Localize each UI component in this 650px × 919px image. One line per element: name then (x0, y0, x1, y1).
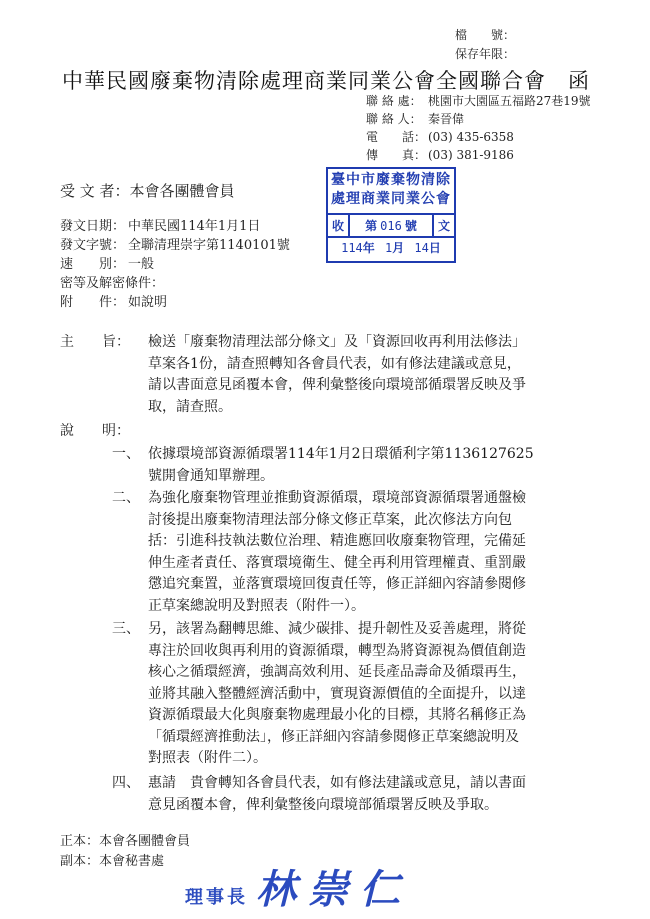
signature-title: 理事長 (185, 887, 248, 908)
retention-period-label: 保存年限： (455, 47, 516, 61)
contact-person: 聯 絡 人： 秦晉偉 (366, 112, 465, 126)
delivery-speed: 速 別： 一般 (60, 257, 155, 272)
recipient (60, 180, 235, 201)
stamp-number-row: 收 第 016 號 文 (328, 215, 454, 238)
explanation-item-4: 惠請 貴會轉知各會員代表，如有修法建議或意見，請以書面 意見函覆本會，俾利彙整後向環境部循環署反映及爭取。 (148, 775, 526, 813)
stamp-sequence-number: 016 (380, 218, 402, 233)
stamp-date: 114年 1月 14日 (341, 241, 441, 255)
stamp-organization: 臺中市廢棄物清除 處理商業同業公會 (328, 169, 454, 215)
contact-phone: 電 話： (03) 435-6358 (366, 130, 514, 144)
document-title (62, 65, 590, 95)
retention-period-field (455, 45, 515, 64)
attachments: 附 件： 如說明 (60, 295, 168, 310)
recipient-value: 本會各團體會員 (129, 182, 235, 200)
reference-number: 發文字號： 全聯清理崇字第1140101號 (60, 238, 290, 253)
file-number-label: 檔 號： (455, 28, 516, 42)
recipient-label: 受 文 者： (60, 182, 130, 200)
document-kind: 函 (568, 69, 590, 93)
explanation-label: 說 明： (60, 423, 130, 439)
signature-name: 林崇仁 (256, 866, 412, 913)
carbon-copy: 副本：本會秘書處 (60, 854, 165, 869)
issue-date: 發文日期： 中華民國114年1月1日 (60, 219, 261, 234)
explanation-item-number: 二、 (112, 490, 140, 506)
explanation-item-1: 依據環境部資源循環署114年1月2日環循利字第1136127625 號開會通知單辦理。 (148, 446, 534, 484)
contact-fax: 傳 真： (03) 381-9186 (366, 148, 514, 162)
main-recipient: 正本：本會各團體會員 (60, 834, 191, 849)
organization-name: 中華民國廢棄物清除處理商業同業公會全國聯合會 (62, 69, 546, 93)
file-number-field (455, 26, 515, 45)
explanation-item-3: 另，該署為翻轉思維、減少碳排、提升韌性及妥善處理，將從 專注於回收與再利用的資源循環，轉型為將資源視為價值創造 核心之循環經濟，強調高效利用、延長產品壽命及循環再生， 並將其融入整體經濟活動中，實現資源價值的全面提升，以達 資源循環最大化與廢棄物處理最小化的目標，其將名稱修正為 「循環經濟推動法」，修正詳細內容請參閱修正草案總說明及 對照表（附件二）。 (148, 621, 526, 766)
signature-seal (185, 858, 412, 915)
subject-label: 主 旨： (60, 334, 130, 350)
receipt-stamp (326, 167, 456, 263)
contact-address: 聯 絡 處： 桃園市大園區五福路27巷19號 (366, 94, 591, 108)
explanation-item-number: 四、 (112, 775, 140, 791)
explanation-item-2: 為強化廢棄物管理並推動資源循環，環境部資源循環署通盤檢 討後提出廢棄物清理法部分條文修正草案，此次修法方向包 括：引進科技執法數位治理、精進應回收廢棄物管理，完備延 伸生產者責任、落實環境衛生、健全再利用管理權責、重罰嚴 懲追究棄置，並落實環境回復責任等，修正詳細內容請參閱修 正草案總說明及對照表（附件一）。 (148, 490, 526, 614)
explanation-item-number: 一、 (112, 446, 140, 462)
subject-body: 檢送「廢棄物清理法部分條文」及「資源回收再利用法修法」 草案各1份，請查照轉知各會員代表，如有修法建議或意見， 請以書面意見函覆本會，俾利彙整後向環境部循環署反映及爭 取，請查照。 (148, 334, 526, 415)
explanation-item-number: 三、 (112, 621, 140, 637)
secrecy-level: 密等及解密條件： (60, 276, 165, 291)
